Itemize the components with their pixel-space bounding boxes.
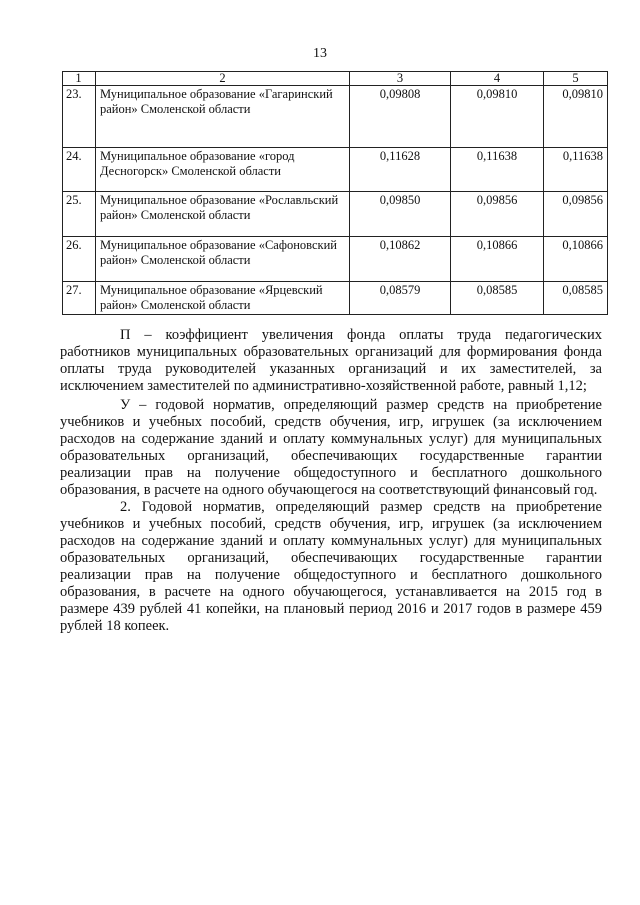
municipality-name: Муниципальное образование «Рославльский район» Смоленской области xyxy=(96,192,350,237)
table-row xyxy=(63,192,608,237)
value-col3: 0,10862 xyxy=(350,237,451,282)
paragraph-coefficient-p: П – коэффициент увеличения фонда оплаты труда педагогических работников муниципальных образовательных организаций для формирования фонда оплаты труда руководителей указанных организаций и их заместителей, за исключением заместителей по административно-хозяйственной работе, равный 1,12; xyxy=(60,327,602,394)
value-col3: 0,09808 xyxy=(350,86,451,148)
row-number: 24. xyxy=(63,148,96,192)
municipality-name: Муниципальное образование «Сафоновский район» Смоленской области xyxy=(96,237,350,282)
value-col5: 0,10866 xyxy=(544,237,608,282)
table-row xyxy=(63,237,608,282)
municipality-name: Муниципальное образование «Ярцевский район» Смоленской области xyxy=(96,282,350,315)
value-col4: 0,10866 xyxy=(451,237,544,282)
value-col5: 0,11638 xyxy=(544,148,608,192)
table-row xyxy=(63,86,608,148)
page-number: 13 xyxy=(313,46,327,61)
municipality-name: Муниципальное образование «город Десногорск» Смоленской области xyxy=(96,148,350,192)
value-col3: 0,09850 xyxy=(350,192,451,237)
table-header-row xyxy=(63,72,608,86)
header-cell: 2 xyxy=(96,72,350,86)
header-cell: 3 xyxy=(350,72,451,86)
value-col5: 0,09856 xyxy=(544,192,608,237)
value-col5: 0,08585 xyxy=(544,282,608,315)
coefficients-table xyxy=(62,71,608,315)
header-cell: 1 xyxy=(63,72,96,86)
value-col4: 0,11638 xyxy=(451,148,544,192)
body-text xyxy=(60,327,602,635)
row-number: 27. xyxy=(63,282,96,315)
value-col4: 0,09810 xyxy=(451,86,544,148)
row-number: 26. xyxy=(63,237,96,282)
header-cell: 4 xyxy=(451,72,544,86)
row-number: 23. xyxy=(63,86,96,148)
table-row xyxy=(63,148,608,192)
value-col4: 0,09856 xyxy=(451,192,544,237)
table-row xyxy=(63,282,608,315)
value-col4: 0,08585 xyxy=(451,282,544,315)
paragraph-annual-norm-amount: 2. Годовой норматив, определяющий размер средств на приобретение учебников и учебных пособий, средств обучения, игр, игрушек (за исключением расходов на содержание зданий и оплату коммунальных услуг) для муниципальных образовательных организаций, обеспечивающих государственные гарантии реализации прав на получение общедоступного и бесплатного дошкольного образования, в расчете на одного обучающегося, устанавливается на 2015 год в размере 439 рублей 41 копейки, на плановый период 2016 и 2017 годов в размере 459 рублей 18 копеек. xyxy=(60,499,602,634)
row-number: 25. xyxy=(63,192,96,237)
paragraph-annual-norm-u: У – годовой норматив, определяющий размер средств на приобретение учебников и учебных пособий, средств обучения, игр, игрушек (за исключением расходов на содержание зданий и оплату коммунальных услуг) для муниципальных образовательных организаций, обеспечивающих государственные гарантии реализации прав на получение общедоступного и бесплатного дошкольного образования, в расчете на одного обучающегося на соответствующий финансовый год. xyxy=(60,397,602,498)
municipality-name: Муниципальное образование «Гагаринский район» Смоленской области xyxy=(96,86,350,148)
header-cell: 5 xyxy=(544,72,608,86)
value-col3: 0,08579 xyxy=(350,282,451,315)
value-col5: 0,09810 xyxy=(544,86,608,148)
value-col3: 0,11628 xyxy=(350,148,451,192)
